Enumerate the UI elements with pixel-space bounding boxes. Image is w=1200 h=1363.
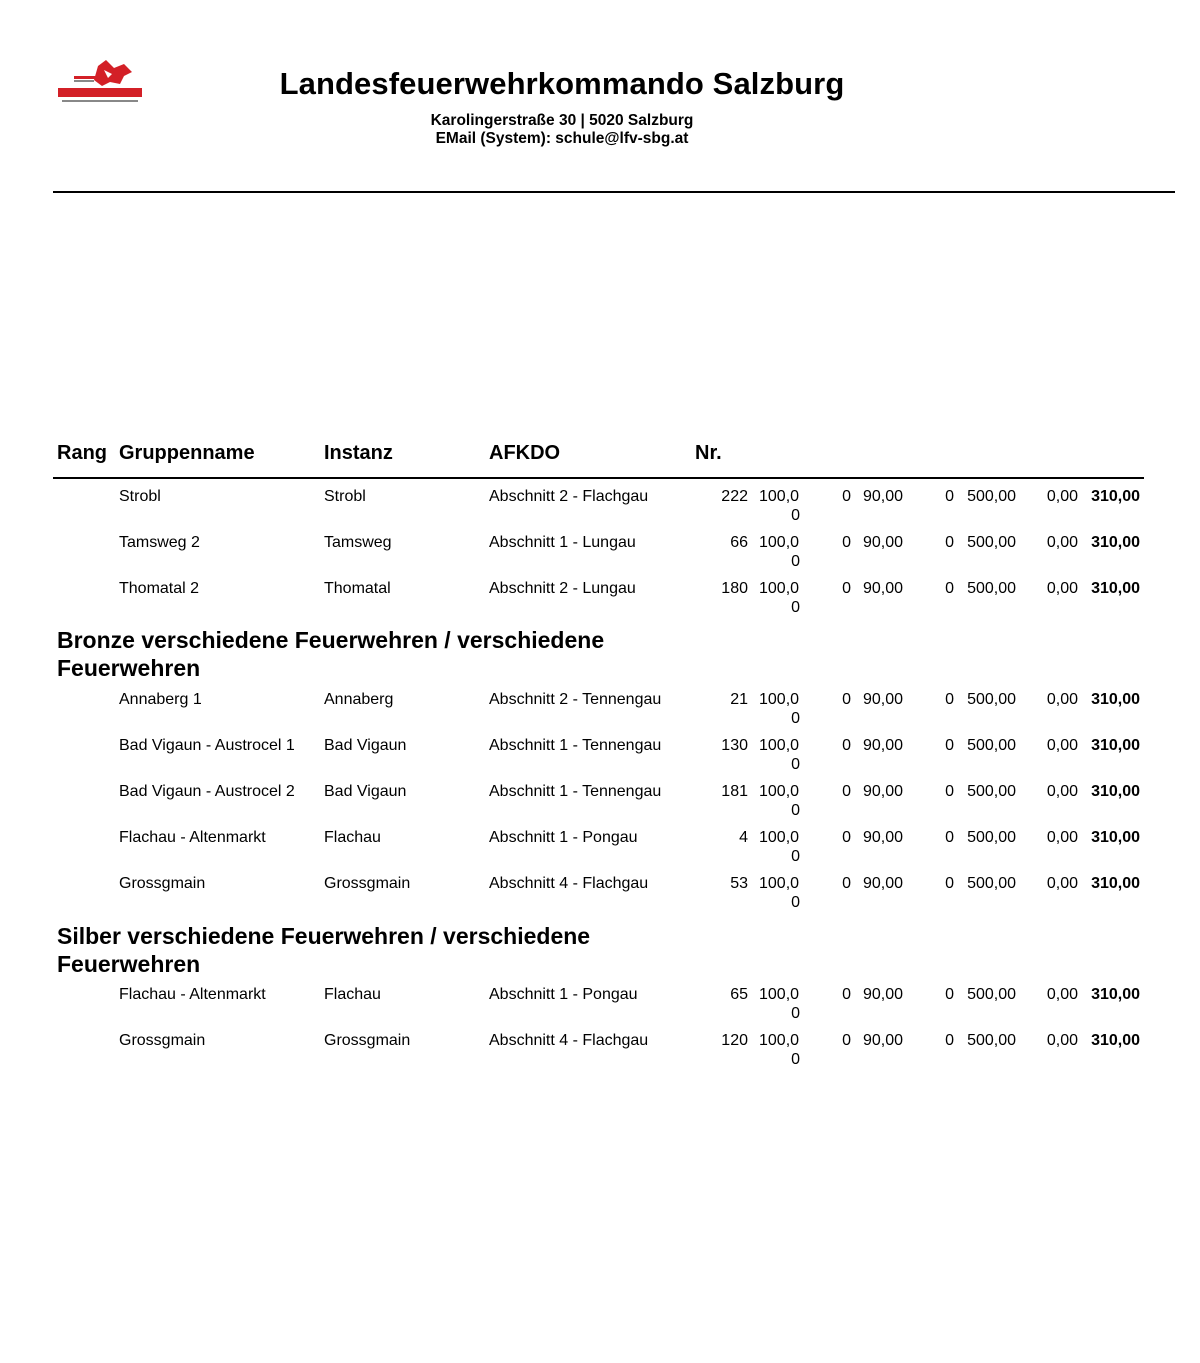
cell-vorgab: 500,00 [967, 986, 1016, 1003]
cell-loeschangriff: 100,0 [759, 691, 800, 708]
cell-staffellauf: 90,00 [862, 488, 903, 505]
cell-altersp: 0,00 [1046, 783, 1078, 800]
column-header-rang: Rang [57, 442, 107, 464]
cell-vorgab: 500,00 [967, 691, 1016, 708]
cell-gruppenname: Bad Vigaun - Austrocel 1 [119, 737, 295, 754]
cell-gruppenname: Tamsweg 2 [119, 534, 200, 551]
cell-gruppenname: Thomatal 2 [119, 580, 200, 597]
cell-fehler-1: 0 [842, 986, 851, 1003]
cell-gruppenname: Grossgmain [119, 875, 206, 892]
table-row [0, 690, 1200, 736]
cell-gesamt: 310,00 [1091, 1032, 1140, 1049]
cell-nr: 181 [721, 783, 748, 800]
cell-vorgab: 500,00 [967, 737, 1016, 754]
email-line: EMail (System): schule@lfv-sbg.at [435, 130, 689, 147]
cell-gruppenname: Flachau - Altenmarkt [119, 829, 266, 846]
cell-nr: 4 [739, 829, 748, 846]
cell-staffellauf: 90,00 [862, 691, 903, 708]
cell-fehler-2: 0 [945, 488, 954, 505]
cell-gesamt: 310,00 [1091, 488, 1140, 505]
cell-loeschangriff-wrap: 0 [791, 1051, 800, 1068]
cell-instanz: Flachau [324, 829, 381, 846]
cell-nr: 130 [721, 737, 748, 754]
cell-gesamt: 310,00 [1091, 534, 1140, 551]
column-header-nr: Nr. [695, 442, 722, 464]
cell-loeschangriff-wrap: 0 [791, 553, 800, 570]
cell-loeschangriff: 100,0 [759, 580, 800, 597]
cell-gesamt: 310,00 [1091, 580, 1140, 597]
cell-fehler-2: 0 [945, 829, 954, 846]
cell-staffellauf: 90,00 [862, 829, 903, 846]
cell-afkdo: Abschnitt 1 - Tennengau [489, 783, 662, 800]
cell-nr: 66 [730, 534, 748, 551]
cell-fehler-2: 0 [945, 737, 954, 754]
cell-staffellauf: 90,00 [862, 1032, 903, 1049]
address-line: Karolingerstraße 30 | 5020 Salzburg [430, 112, 694, 129]
table-row [0, 579, 1200, 625]
cell-vorgab: 500,00 [967, 488, 1016, 505]
cell-loeschangriff-wrap: 0 [791, 756, 800, 773]
cell-altersp: 0,00 [1046, 580, 1078, 597]
table-row [0, 1031, 1200, 1077]
cell-altersp: 0,00 [1046, 986, 1078, 1003]
cell-fehler-2: 0 [945, 1032, 954, 1049]
cell-fehler-2: 0 [945, 783, 954, 800]
cell-altersp: 0,00 [1046, 488, 1078, 505]
cell-loeschangriff: 100,0 [759, 986, 800, 1003]
cell-afkdo: Abschnitt 2 - Tennengau [489, 691, 662, 708]
header-divider [53, 191, 1175, 193]
cell-staffellauf: 90,00 [862, 986, 903, 1003]
cell-instanz: Bad Vigaun [324, 737, 407, 754]
cell-fehler-2: 0 [945, 986, 954, 1003]
table-row [0, 874, 1200, 920]
cell-nr: 120 [721, 1032, 748, 1049]
section-heading-bronze: Bronze verschiedene Feuerwehren / verschiedene Feuerwehren [57, 627, 605, 681]
cell-nr: 21 [730, 691, 748, 708]
table-row [0, 782, 1200, 828]
cell-instanz: Tamsweg [324, 534, 392, 551]
cell-instanz: Annaberg [324, 691, 394, 708]
cell-vorgab: 500,00 [967, 875, 1016, 892]
cell-loeschangriff: 100,0 [759, 829, 800, 846]
cell-gruppenname: Flachau - Altenmarkt [119, 986, 266, 1003]
column-header-afkdo: AFKDO [489, 442, 561, 464]
cell-nr: 222 [721, 488, 748, 505]
table-header-divider [53, 477, 1144, 479]
cell-staffellauf: 90,00 [862, 534, 903, 551]
cell-vorgab: 500,00 [967, 534, 1016, 551]
cell-altersp: 0,00 [1046, 534, 1078, 551]
cell-fehler-2: 0 [945, 534, 954, 551]
cell-instanz: Grossgmain [324, 1032, 411, 1049]
cell-altersp: 0,00 [1046, 829, 1078, 846]
cell-fehler-1: 0 [842, 1032, 851, 1049]
table-row [0, 736, 1200, 782]
cell-vorgab: 500,00 [967, 829, 1016, 846]
cell-fehler-1: 0 [842, 783, 851, 800]
cell-fehler-2: 0 [945, 580, 954, 597]
cell-staffellauf: 90,00 [862, 737, 903, 754]
cell-vorgab: 500,00 [967, 783, 1016, 800]
cell-altersp: 0,00 [1046, 737, 1078, 754]
cell-gesamt: 310,00 [1091, 691, 1140, 708]
cell-gesamt: 310,00 [1091, 829, 1140, 846]
cell-staffellauf: 90,00 [862, 875, 903, 892]
cell-afkdo: Abschnitt 4 - Flachgau [489, 1032, 649, 1049]
cell-afkdo: Abschnitt 4 - Flachgau [489, 875, 649, 892]
cell-vorgab: 500,00 [967, 1032, 1016, 1049]
cell-loeschangriff: 100,0 [759, 737, 800, 754]
cell-loeschangriff: 100,0 [759, 534, 800, 551]
cell-vorgab: 500,00 [967, 580, 1016, 597]
table-row [0, 533, 1200, 579]
cell-loeschangriff-wrap: 0 [791, 1005, 800, 1022]
cell-afkdo: Abschnitt 1 - Lungau [489, 534, 636, 551]
cell-fehler-2: 0 [945, 875, 954, 892]
cell-loeschangriff-wrap: 0 [791, 507, 800, 524]
cell-altersp: 0,00 [1046, 1032, 1078, 1049]
cell-instanz: Thomatal [324, 580, 391, 597]
cell-loeschangriff: 100,0 [759, 783, 800, 800]
cell-gruppenname: Grossgmain [119, 1032, 206, 1049]
cell-gesamt: 310,00 [1091, 783, 1140, 800]
cell-gesamt: 310,00 [1091, 986, 1140, 1003]
table-row [0, 487, 1200, 533]
cell-loeschangriff-wrap: 0 [791, 599, 800, 616]
cell-fehler-1: 0 [842, 580, 851, 597]
cell-afkdo: Abschnitt 2 - Lungau [489, 580, 636, 597]
table-row [0, 985, 1200, 1031]
cell-fehler-1: 0 [842, 691, 851, 708]
cell-fehler-1: 0 [842, 875, 851, 892]
cell-gruppenname: Annaberg 1 [119, 691, 202, 708]
table-row [0, 828, 1200, 874]
cell-loeschangriff: 100,0 [759, 488, 800, 505]
cell-loeschangriff: 100,0 [759, 1032, 800, 1049]
cell-nr: 65 [730, 986, 748, 1003]
cell-altersp: 0,00 [1046, 875, 1078, 892]
column-header-gruppenname: Gruppenname [119, 442, 255, 464]
cell-instanz: Strobl [324, 488, 366, 505]
cell-fehler-1: 0 [842, 737, 851, 754]
cell-nr: 180 [721, 580, 748, 597]
cell-fehler-1: 0 [842, 534, 851, 551]
column-header-instanz: Instanz [324, 442, 393, 464]
address-block [0, 112, 1124, 148]
cell-afkdo: Abschnitt 2 - Flachgau [489, 488, 649, 505]
cell-gruppenname: Bad Vigaun - Austrocel 2 [119, 783, 295, 800]
cell-staffellauf: 90,00 [862, 783, 903, 800]
cell-gruppenname: Strobl [119, 488, 161, 505]
cell-staffellauf: 90,00 [862, 580, 903, 597]
page-title: Landesfeuerwehrkommando Salzburg [279, 66, 845, 101]
cell-instanz: Bad Vigaun [324, 783, 407, 800]
cell-loeschangriff-wrap: 0 [791, 848, 800, 865]
cell-afkdo: Abschnitt 1 - Tennengau [489, 737, 662, 754]
cell-gesamt: 310,00 [1091, 737, 1140, 754]
section-heading-silber: Silber verschiedene Feuerwehren / verschiedene Feuerwehren [57, 923, 591, 977]
cell-fehler-2: 0 [945, 691, 954, 708]
cell-loeschangriff-wrap: 0 [791, 710, 800, 727]
cell-afkdo: Abschnitt 1 - Pongau [489, 829, 638, 846]
cell-loeschangriff-wrap: 0 [791, 802, 800, 819]
cell-loeschangriff-wrap: 0 [791, 894, 800, 911]
cell-instanz: Flachau [324, 986, 381, 1003]
cell-loeschangriff: 100,0 [759, 875, 800, 892]
cell-gesamt: 310,00 [1091, 875, 1140, 892]
cell-afkdo: Abschnitt 1 - Pongau [489, 986, 638, 1003]
cell-altersp: 0,00 [1046, 691, 1078, 708]
cell-nr: 53 [730, 875, 748, 892]
cell-fehler-1: 0 [842, 488, 851, 505]
cell-instanz: Grossgmain [324, 875, 411, 892]
cell-fehler-1: 0 [842, 829, 851, 846]
